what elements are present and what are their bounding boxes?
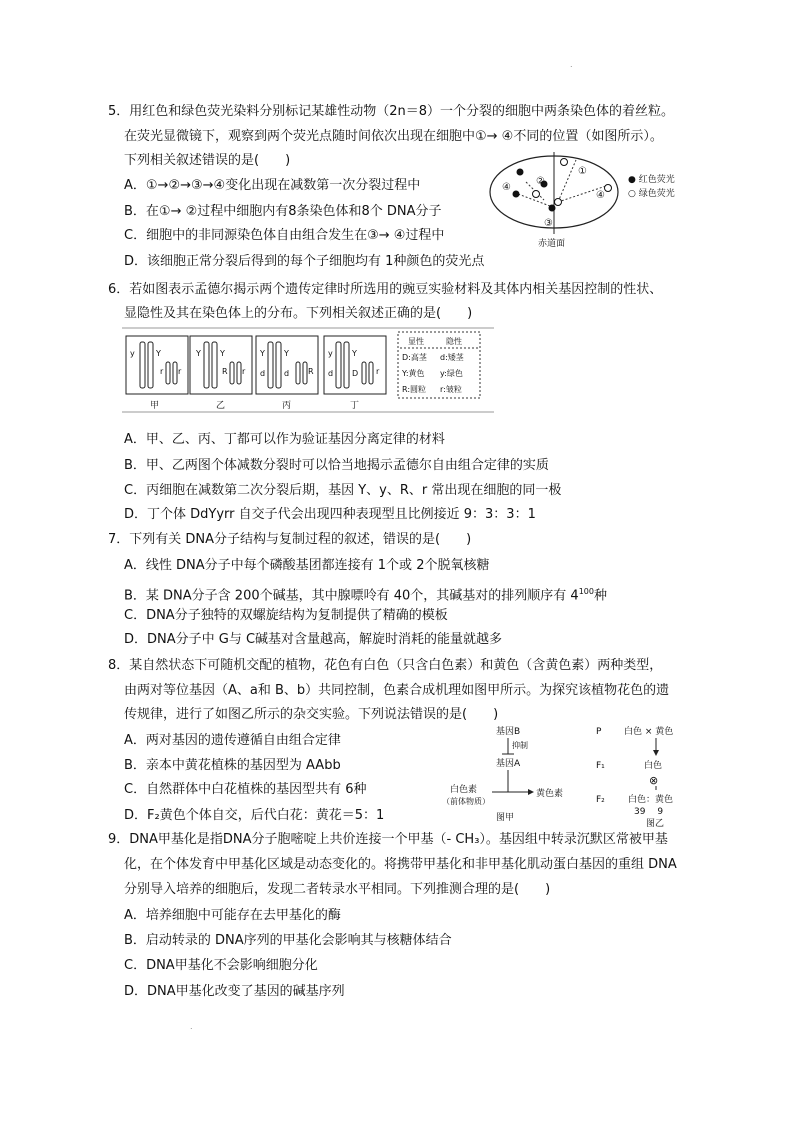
mark-3: ③ bbox=[544, 218, 553, 229]
q7-option-b bbox=[124, 584, 607, 604]
panel-label-yi: 乙 bbox=[216, 401, 226, 411]
svg-text:r: r bbox=[242, 367, 246, 376]
q9-stem-line3: 分别导入培养的细胞后，发现二者转录水平相同。下列推测合理的是( ) bbox=[124, 882, 551, 897]
q6-stem-line2: 显隐性及其在染色体上的分布。下列相关叙述正确的是( ) bbox=[124, 306, 473, 321]
svg-text:Y: Y bbox=[196, 349, 201, 358]
q8-option-b: B．亲本中黄花植株的基因型为 AAbb bbox=[124, 758, 341, 773]
q8-option-a: A．两对基因的遗传遵循自由组合定律 bbox=[124, 733, 341, 748]
legend-green: ○ 绿色荧光 bbox=[628, 189, 675, 199]
red-dot-marker bbox=[517, 169, 524, 176]
white-pigment-label: 白色素 bbox=[450, 785, 478, 795]
q7-option-b-exponent: 100 bbox=[578, 587, 594, 596]
caption-yi: 图乙 bbox=[646, 819, 665, 829]
q6-option-a: A．甲、乙、丙、丁都可以作为验证基因分离定律的材料 bbox=[124, 432, 445, 447]
f2-phenotypes: 白色：黄色 bbox=[628, 795, 674, 805]
page-dot-top: . bbox=[570, 60, 573, 69]
q9-option-c: C．DNA甲基化不会影响细胞分化 bbox=[124, 958, 318, 973]
table-r2-c1: Y:黄色 bbox=[402, 369, 425, 378]
table-r2-c2: y:绿色 bbox=[440, 369, 463, 378]
svg-text:R: R bbox=[308, 367, 314, 376]
yellow-pigment-label: 黄色素 bbox=[536, 789, 564, 799]
q5-option-d: D．该细胞正常分裂后得到的每个子细胞均有 1种颜色的荧光点 bbox=[124, 254, 485, 269]
q8-stem-line2: 由两对等位基因（A、a和 B、b）共同控制，色素合成机理如图甲所示。为探究该植物花色的遗 bbox=[124, 683, 670, 698]
q7-option-c: C．DNA分子独特的双螺旋结构为复制提供了精确的模板 bbox=[124, 608, 448, 623]
q9-option-a: A．培养细胞中可能存在去甲基化的酶 bbox=[124, 908, 341, 923]
q9-option-b: B．启动转录的 DNA序列的甲基化会影响其与核糖体结合 bbox=[124, 933, 452, 948]
svg-text:d: d bbox=[260, 369, 266, 378]
q8-option-d: D．F₂黄色个体自交，后代白花：黄花＝5：1 bbox=[124, 808, 385, 823]
table-r1-c2: d:矮茎 bbox=[440, 353, 464, 362]
svg-text:Y: Y bbox=[284, 349, 289, 358]
q5-option-c: C．细胞中的非同源染色体自由组合发生在③→ ④过程中 bbox=[124, 228, 445, 243]
q5-stem-line3: 下列相关叙述错误的是( ) bbox=[124, 153, 291, 168]
inhibit-label: 抑制 bbox=[512, 741, 528, 750]
page-dot-bottom: . bbox=[190, 1022, 193, 1031]
panel-label-bing: 丙 bbox=[282, 401, 292, 411]
table-r1-c1: D:高茎 bbox=[402, 353, 427, 362]
q7-option-d: D．DNA分子中 G与 C碱基对含量越高，解旋时消耗的能量就越多 bbox=[124, 632, 503, 647]
q9-stem-line2: 化，在个体发育中甲基化区域是动态变化的。将携带甲基化和非甲基化肌动蛋白基因的重组 DNA bbox=[124, 857, 677, 872]
svg-text:Y: Y bbox=[156, 349, 161, 358]
green-dot-marker bbox=[561, 159, 568, 166]
svg-text:r: r bbox=[160, 367, 164, 376]
panel-label-jia: 甲 bbox=[150, 401, 160, 411]
svg-text:r: r bbox=[178, 367, 182, 376]
equator-label: 赤道面 bbox=[538, 239, 566, 249]
q8-figure-jia bbox=[432, 724, 582, 824]
q5-option-a: A．①→②→③→④变化出现在减数第一次分裂过程中 bbox=[124, 178, 421, 193]
mark-4-left: ④ bbox=[502, 182, 511, 193]
q5-stem-line2: 在荧光显微镜下，观察到两个荧光点随时间依次出现在细胞中①→ ④不同的位置（如图所示）。 bbox=[124, 129, 663, 144]
caption-jia: 图甲 bbox=[496, 813, 515, 823]
gene-b-label: 基因B bbox=[496, 727, 521, 737]
table-r3-c1: R:圆粒 bbox=[402, 385, 427, 394]
q6-option-c: C．丙细胞在减数第二次分裂后期，基因 Y、y、R、r 常出现在细胞的同一极 bbox=[124, 483, 562, 498]
legend-red: ● 红色荧光 bbox=[628, 175, 675, 185]
svg-text:Y: Y bbox=[220, 349, 225, 358]
mark-4-right: ④ bbox=[596, 190, 605, 201]
f2-ratio: 39 9 bbox=[634, 807, 664, 817]
selfing-symbol: ⊗ bbox=[649, 774, 659, 787]
q9-stem-line1: 9．DNA甲基化是指DNA分子胞嘧啶上共价连接一个甲基（- CH₃）。基因组中转录沉默区常被甲基 bbox=[108, 832, 668, 847]
table-header-dominant: 显性 bbox=[408, 337, 424, 346]
q6-option-d: D．丁个体 DdYyrr 自交子代会出现四种表现型且比例接近 9：3：3：1 bbox=[124, 507, 536, 522]
mark-2: ② bbox=[536, 176, 545, 187]
svg-text:Y: Y bbox=[260, 349, 265, 358]
q8-stem-line3: 传规律，进行了如图乙所示的杂交实验。下列说法错误的是( ) bbox=[124, 707, 499, 722]
q6-stem-line1: 6．若如图表示孟德尔揭示两个遗传定律时所选用的豌豆实验材料及其体内相关基因控制的性状、 bbox=[108, 282, 663, 297]
gene-a-label: 基因A bbox=[496, 759, 521, 769]
cross-parents: 白色 × 黄色 bbox=[624, 727, 674, 737]
q5-option-b: B．在①→ ②过程中细胞内有8条染色体和8个 DNA分子 bbox=[124, 204, 442, 219]
panel-label-ding: 丁 bbox=[350, 401, 360, 411]
precursor-label: （前体物质） bbox=[442, 797, 490, 806]
q9-option-d: D．DNA甲基化改变了基因的碱基序列 bbox=[124, 984, 345, 999]
svg-text:y: y bbox=[328, 349, 333, 358]
svg-text:Y: Y bbox=[352, 349, 357, 358]
q8-option-c: C．自然群体中白花植株的基因型共有 6种 bbox=[124, 782, 367, 797]
q7-option-b-text: B．某 DNA分子含 200个碱基，其中腺嘌呤有 40个，其碱基对的排列顺序有 4 bbox=[124, 588, 579, 604]
q7-option-a: A．线性 DNA分子中每个磷酸基团都连接有 1个或 2个脱氧核糖 bbox=[124, 558, 490, 573]
generation-f1: F₁ bbox=[596, 761, 605, 771]
q8-stem-line1: 8．某自然状态下可随机交配的植物，花色有白色（只含白色素）和黄色（含黄色素）两种类型， bbox=[108, 658, 663, 673]
generation-p: P bbox=[596, 727, 602, 737]
q5-stem-line1: 5．用红色和绿色荧光染料分别标记某雄性动物（2n＝8）一个分裂的细胞中两条染色体的着丝粒。 bbox=[108, 104, 675, 119]
q5-cell-figure bbox=[486, 150, 706, 250]
generation-f2: F₂ bbox=[596, 795, 605, 805]
q7-stem: 7．下列有关 DNA分子结构与复制过程的叙述，错误的是( ) bbox=[108, 532, 472, 547]
q7-option-b-tail: 种 bbox=[593, 588, 607, 604]
q8-figure-yi bbox=[594, 724, 724, 829]
table-r3-c2: r:皱粒 bbox=[440, 385, 462, 394]
svg-text:y: y bbox=[130, 349, 135, 358]
svg-text:R: R bbox=[222, 367, 228, 376]
mark-1: ① bbox=[578, 166, 587, 177]
svg-text:d: d bbox=[328, 369, 334, 378]
svg-text:D: D bbox=[352, 369, 359, 378]
svg-text:d: d bbox=[284, 369, 290, 378]
f1-phenotype: 白色 bbox=[644, 761, 663, 771]
table-header-recessive: 隐性 bbox=[446, 337, 462, 346]
q6-option-b: B．甲、乙两图个体减数分裂时可以恰当地揭示孟德尔自由组合定律的实质 bbox=[124, 458, 549, 473]
q6-chromosome-figure bbox=[118, 328, 498, 418]
svg-text:r: r bbox=[376, 367, 380, 376]
